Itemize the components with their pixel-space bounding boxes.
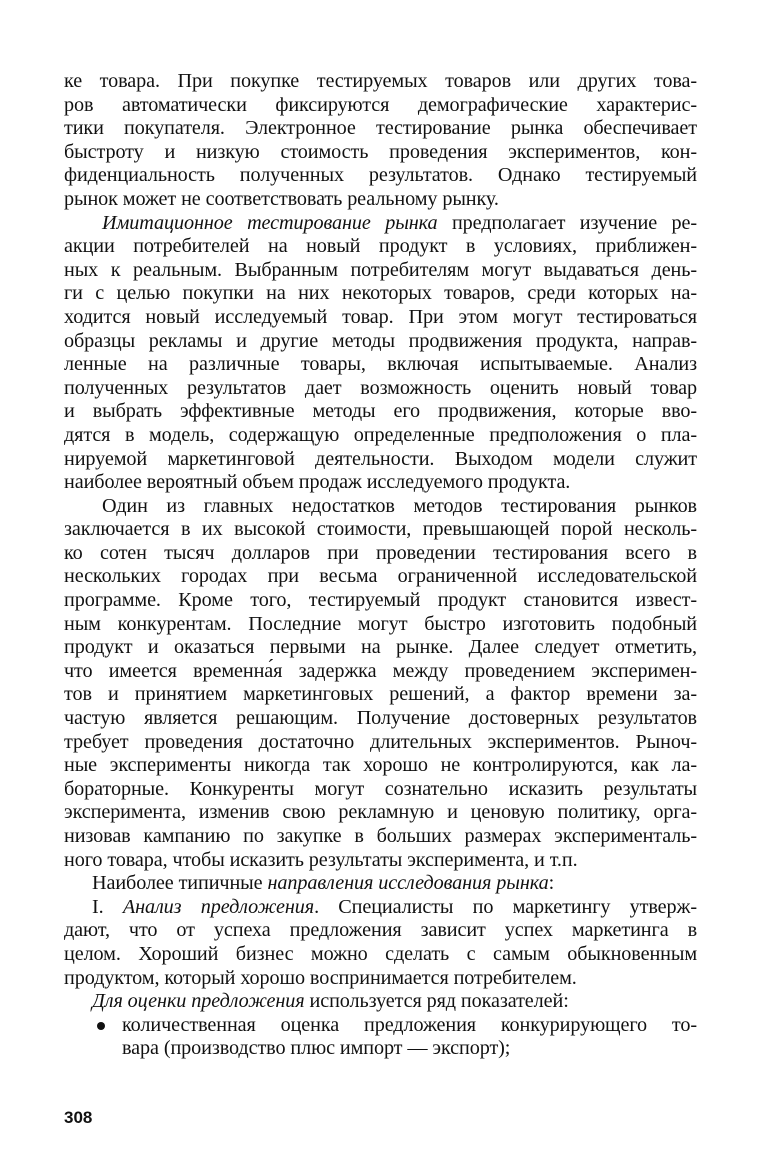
body-text — [64, 70, 697, 1061]
bullet-line: вара (производство плюс импорт — экспорт); — [122, 1037, 511, 1060]
p2-line: нируемой маркетинговой деятельности. Выходом модели служит — [64, 447, 697, 470]
p4-line — [64, 872, 697, 896]
p3-line: ко сотен тысяч долларов при проведении тестирования всего в — [64, 541, 697, 564]
p2-line: ги с целью покупки на них некоторых товаров, среди которых на- — [64, 282, 697, 305]
bullet-dot-icon — [97, 1022, 105, 1030]
p3-line: нескольких городах при весьма ограниченной исследовательской — [64, 565, 697, 588]
p2-line: наиболее вероятный объем продаж исследуемого продукта. — [64, 471, 571, 494]
p3-line: заключается в их высокой стоимости, превышающей порой несколь- — [64, 518, 697, 541]
p3-line: эксперимента, изменив свою рекламную и ценовую политику, орга- — [64, 801, 697, 824]
p2-first-rest: предполагает изучение ре- — [437, 211, 698, 234]
p2-line: акции потребителей на новый продукт в условиях, приближен- — [64, 235, 697, 258]
page-number: 308 — [64, 1108, 93, 1127]
term-supply-analysis: Анализ предложения — [122, 895, 315, 918]
p3-line: ным конкурентам. Последние могут быстро изготовить подобный — [64, 612, 697, 635]
p1-line: ров автоматически фиксируются демографические характерис- — [64, 93, 697, 116]
p3-line: частую является решающим. Получение достоверных результатов — [64, 707, 697, 730]
p3-line: ного товара, чтобы исказить результаты эксперимента, и т.п. — [64, 848, 578, 871]
p3-line: Один из главных недостатков методов тестирования рынков — [102, 494, 697, 517]
p5-number: I. — [92, 895, 123, 918]
p5-line: целом. Хороший бизнес можно сделать с самым обыкновенным — [64, 942, 697, 965]
bullet-line: количественная оценка предложения конкурирующего то- — [122, 1013, 697, 1036]
p4-lead: Наиболее типичные — [92, 872, 268, 895]
p3-line: программе. Кроме того, тестируемый продукт становится извест- — [64, 589, 697, 612]
p1-line: тики покупателя. Электронное тестирование рынка обеспечивает — [64, 117, 697, 140]
p5-line: продуктом, который хорошо воспринимается потребителем. — [64, 966, 577, 989]
term-market-research-directions: направления исследования рынка — [267, 872, 549, 895]
p5-first-line — [64, 896, 697, 920]
p2-line: дятся в модель, содержащую определенные предположения о пла- — [64, 423, 697, 446]
p3-line: требует проведения достаточно длительных экспериментов. Рыноч- — [64, 730, 697, 753]
p2-line: ходится новый исследуемый товар. При этом могут тестироваться — [64, 305, 697, 328]
p5-first-rest: . Специалисты по маркетингу утверж- — [314, 895, 697, 918]
p6-line — [64, 990, 697, 1014]
p3-line: ные эксперименты никогда так хорошо не контролируются, как ла- — [64, 754, 697, 777]
p6-rest: используется ряд показателей: — [304, 990, 569, 1013]
p2-line: образцы рекламы и другие методы продвижения продукта, направ- — [64, 329, 697, 352]
term-imitation-testing: Имитационное тестирование рынка — [102, 211, 438, 234]
p3-line: что имеется временна́я задержка между проведением эксперимен- — [64, 659, 697, 682]
p3-line: продукт и оказаться первыми на рынке. Далее следует отметить, — [64, 636, 697, 659]
p2-line: полученных результатов дает возможность оценить новый товар — [64, 376, 697, 399]
p3-line: бораторные. Конкуренты могут сознательно исказить результаты — [64, 777, 697, 800]
p2-line: ленные на различные товары, включая испытываемые. Анализ — [64, 353, 697, 376]
p3-line: тов и принятием маркетинговых решений, а фактор времени за- — [64, 683, 697, 706]
bullet-item — [64, 1014, 697, 1038]
p3-line: низовав кампанию по закупке в больших размерах эксперименталь- — [64, 825, 697, 847]
p2-first-line — [64, 212, 697, 236]
term-supply-evaluation: Для оценки предложения — [92, 990, 305, 1013]
p1-line: ке товара. При покупке тестируемых товаров или других това- — [64, 70, 697, 92]
p1-line: рынок может не соответствовать реальному рынку. — [64, 187, 499, 210]
p1-line: фиденциальность полученных результатов. Однако тестируемый — [64, 164, 697, 187]
p2-line: ных к реальным. Выбранным потребителям могут выдаваться день- — [64, 258, 697, 281]
p4-tail: : — [548, 872, 555, 895]
p1-line: быстроту и низкую стоимость проведения экспериментов, кон- — [64, 140, 697, 163]
p2-line: и выбрать эффективные методы его продвижения, которые вво- — [64, 400, 697, 423]
p5-line: дают, что от успеха предложения зависит успех маркетинга в — [64, 919, 697, 942]
